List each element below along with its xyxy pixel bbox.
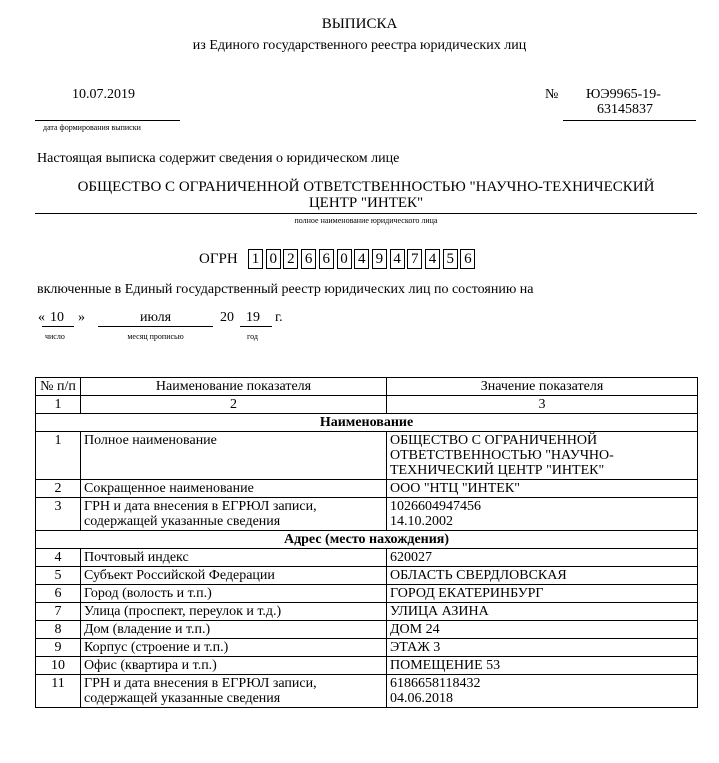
grn-value: 1026604947456 [390,499,481,514]
table-row [36,621,698,639]
row-number: 1 [36,432,81,480]
row-label: ГРН и дата внесения в ЕГРЮЛ записи, содержащей указанные сведения [81,675,387,708]
table-header-row [36,378,698,396]
ogrn-digit: 0 [266,249,281,269]
table-row [36,585,698,603]
formation-date: 10.07.2019 [72,87,135,102]
ogrn-digit: 4 [390,249,405,269]
row-value: ПОМЕЩЕНИЕ 53 [387,657,698,675]
row-value: ООО "НТЦ "ИНТЕК" [387,480,698,498]
row-label: Субъект Российской Федерации [81,567,387,585]
row-number: 9 [36,639,81,657]
table-row [36,480,698,498]
section-title-address: Адрес (место нахождения) [36,531,698,549]
table-row [36,432,698,480]
row-number: 11 [36,675,81,708]
table-row [36,603,698,621]
intro-text: Настоящая выписка содержит сведения о юридическом лице [37,151,400,166]
extract-number-line1: ЮЭ9965-19- [586,87,661,102]
row-label: Почтовый индекс [81,549,387,567]
ogrn-digit: 7 [407,249,422,269]
table-row [36,549,698,567]
table-row [36,498,698,531]
extract-number-line2: 63145837 [597,102,653,117]
column-number-row [36,396,698,414]
section-row-address [36,531,698,549]
row-value: 620027 [387,549,698,567]
ogrn-digit: 6 [319,249,334,269]
row-number: 4 [36,549,81,567]
col-number-1: 1 [36,396,81,414]
entity-full-name [35,179,697,211]
row-value: УЛИЦА АЗИНА [387,603,698,621]
table-row [36,567,698,585]
ogrn-digit: 0 [337,249,352,269]
row-number: 2 [36,480,81,498]
table-row [36,639,698,657]
header-number: № п/п [36,378,81,396]
row-value: ГОРОД ЕКАТЕРИНБУРГ [387,585,698,603]
ogrn-digit: 1 [248,249,263,269]
grn-date: 04.06.2018 [390,691,453,706]
col-number-2: 2 [81,396,387,414]
section-title-name: Наименование [36,414,698,432]
row-label: Полное наименование [81,432,387,480]
ogrn-digit: 4 [354,249,369,269]
row-number: 5 [36,567,81,585]
section-row-name [36,414,698,432]
ogrn-digit: 2 [283,249,298,269]
entity-name-line2: ЦЕНТР "ИНТЕК" [308,195,424,211]
header-indicator: Наименование показателя [81,378,387,396]
grn-date: 14.10.2002 [390,514,453,529]
row-number: 7 [36,603,81,621]
row-label: Дом (владение и т.п.) [81,621,387,639]
row-number: 6 [36,585,81,603]
formation-date-caption: дата формирования выписки [43,123,141,132]
number-sign: № [545,87,559,102]
document-title: ВЫПИСКА [321,16,398,32]
ogrn-digit: 5 [443,249,458,269]
as-of-year: 19 [246,310,260,325]
row-number: 8 [36,621,81,639]
entity-name-line1: ОБЩЕСТВО С ОГРАНИЧЕННОЙ ОТВЕТСТВЕННОСТЬЮ "НАУЧНО-ТЕХНИЧЕСКИЙ [77,179,655,195]
as-of-day: 10 [50,310,64,325]
row-number: 3 [36,498,81,531]
day-caption: число [45,332,65,341]
entity-name-caption: полное наименование юридического лица [294,216,438,225]
row-value: ОБЩЕСТВО С ОГРАНИЧЕННОЙ ОТВЕТСТВЕННОСТЬЮ "НАУЧНО-ТЕХНИЧЕСКИЙ ЦЕНТР "ИНТЕК" [387,432,698,480]
document-subtitle: из Единого государственного реестра юридических лиц [192,38,527,53]
grn-value: 6186658118432 [390,676,481,691]
row-label: ГРН и дата внесения в ЕГРЮЛ записи, содержащей указанные сведения [81,498,387,531]
row-value: ЭТАЖ 3 [387,639,698,657]
row-value: ОБЛАСТЬ СВЕРДЛОВСКАЯ [387,567,698,585]
ogrn-digit: 6 [460,249,475,269]
row-label: Город (волость и т.п.) [81,585,387,603]
row-value [387,675,698,708]
row-label: Улица (проспект, переулок и т.д.) [81,603,387,621]
row-number: 10 [36,657,81,675]
month-caption: месяц прописью [127,332,184,341]
as-of-century: 20 [220,310,234,325]
header-value: Значение показателя [387,378,698,396]
row-label: Корпус (строение и т.п.) [81,639,387,657]
ogrn-digit: 4 [425,249,440,269]
as-of-open-quote: « [38,310,45,325]
col-number-3: 3 [387,396,698,414]
as-of-month: июля [139,310,172,325]
ogrn-digit: 6 [301,249,316,269]
ogrn-label: ОГРН [199,251,238,267]
year-suffix: г. [275,310,283,325]
row-label: Сокращенное наименование [81,480,387,498]
row-value: ДОМ 24 [387,621,698,639]
ogrn-digit: 9 [372,249,387,269]
as-of-close-quote: » [78,310,85,325]
row-label: Офис (квартира и т.п.) [81,657,387,675]
year-caption: год [247,332,258,341]
state-text: включенные в Единый государственный реестр юридических лиц по состоянию на [37,282,534,297]
row-value [387,498,698,531]
table-row [36,657,698,675]
registry-table [35,377,698,708]
table-row [36,675,698,708]
